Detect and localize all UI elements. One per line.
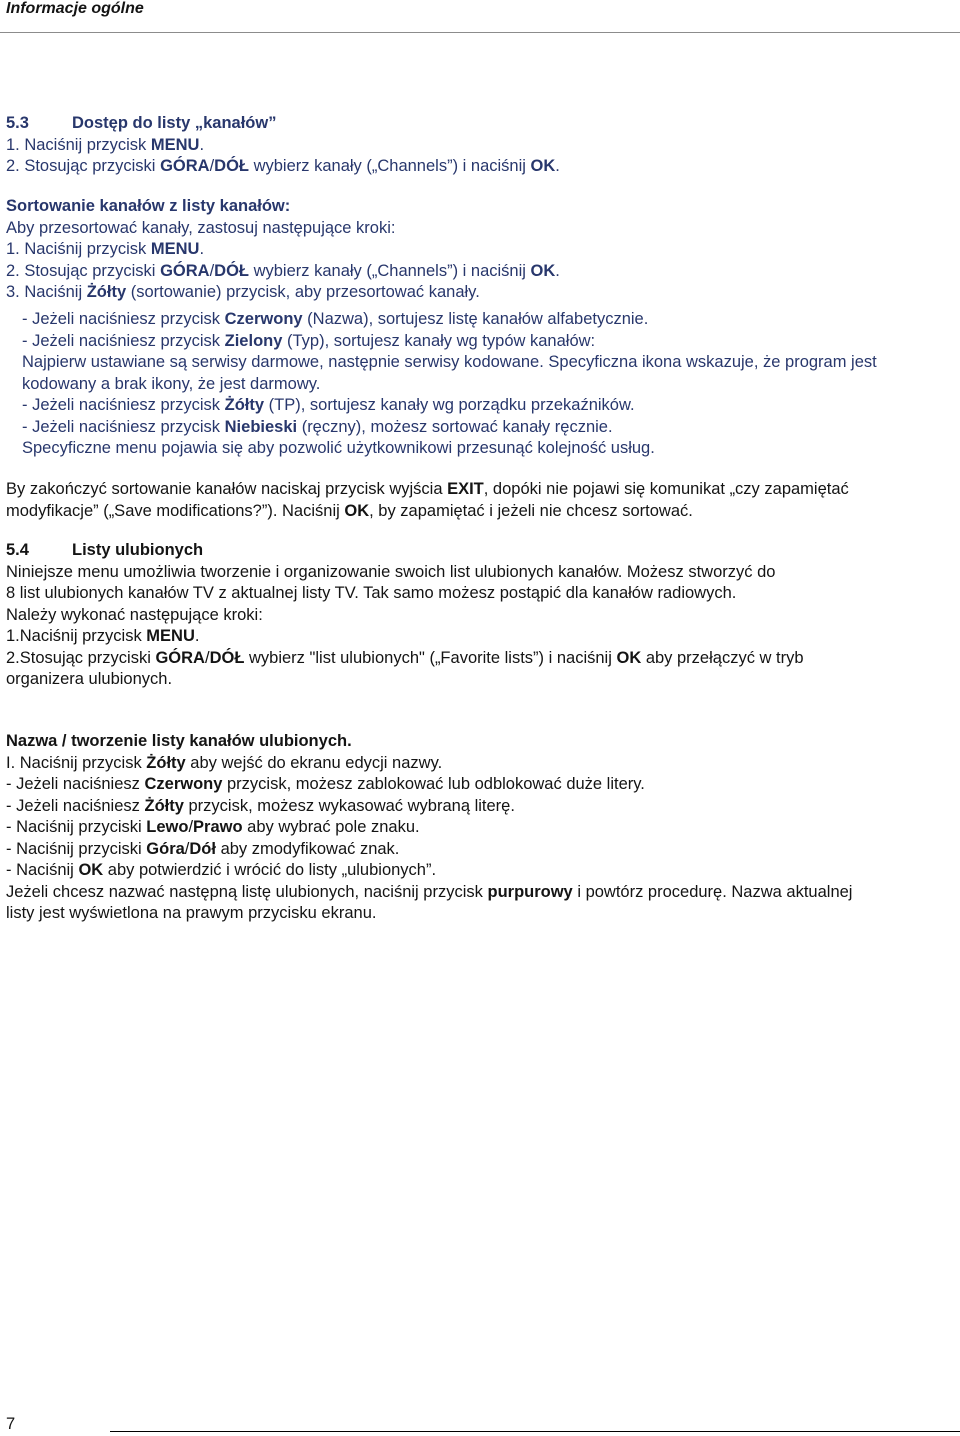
text-segment: / bbox=[188, 818, 194, 836]
text-line bbox=[6, 239, 560, 261]
bold-text: GÓRA bbox=[160, 261, 210, 280]
text-line bbox=[6, 501, 849, 523]
text-line bbox=[6, 583, 804, 605]
text-segment: 1. Naciśnij przycisk bbox=[6, 240, 151, 258]
text-line bbox=[6, 156, 560, 178]
bold-text: GÓRA bbox=[155, 648, 205, 667]
text-line bbox=[6, 479, 849, 501]
text-segment: - Jeżeli naciśniesz przycisk bbox=[22, 310, 225, 328]
text-segment: (Typ), sortujesz kanały wg typów kanałów: bbox=[282, 331, 596, 350]
section-number: 5.3 bbox=[6, 114, 29, 132]
text-segment: 8 list ulubionych kanałów TV z aktualnej listy TV. Tak samo możesz postąpić dla kanałów radiowych. bbox=[6, 584, 737, 602]
text-segment: - Jeżeli naciśniesz bbox=[6, 796, 145, 815]
text-segment: . bbox=[199, 135, 205, 154]
footer-rule bbox=[110, 1431, 960, 1432]
text-line bbox=[6, 669, 804, 691]
text-segment: Jeżeli chcesz nazwać następną listę ulubionych, naciśnij przycisk bbox=[6, 882, 488, 901]
bold-text: DÓŁ bbox=[214, 261, 249, 280]
text-segment: Specyficzne menu pojawia się aby pozwolić użytkownikowi przesunąć kolejność usług. bbox=[22, 439, 655, 457]
bold-text: Niebieski bbox=[224, 417, 298, 436]
section-body bbox=[6, 135, 560, 178]
text-line bbox=[6, 282, 560, 304]
text-segment: przycisk, możesz wykasować wybraną literę. bbox=[183, 796, 515, 815]
text-segment: . bbox=[555, 157, 560, 175]
bold-text: Czerwony bbox=[144, 775, 223, 793]
bold-text: OK bbox=[530, 261, 556, 280]
text-segment: / bbox=[209, 261, 215, 280]
text-segment: wybierz kanały („Channels”) i naciśnij bbox=[249, 261, 531, 280]
page-header-title: Informacje ogólne bbox=[6, 0, 144, 17]
text-segment: I. Naciśnij przycisk bbox=[6, 753, 147, 772]
text-line bbox=[22, 438, 877, 460]
header-rule bbox=[0, 32, 960, 33]
text-segment: (Nazwa), sortujesz listę kanałów alfabetycznie. bbox=[302, 310, 649, 328]
bold-text: DÓŁ bbox=[214, 157, 249, 175]
text-segment: 1.Naciśnij przycisk bbox=[6, 627, 147, 645]
text-line bbox=[22, 309, 877, 331]
section-body bbox=[6, 562, 804, 691]
text-segment: / bbox=[184, 839, 190, 858]
subsection-heading: Sortowanie kanałów z listy kanałów: bbox=[6, 197, 291, 215]
section-number: 5.4 bbox=[6, 541, 29, 559]
bold-text: purpurowy bbox=[487, 882, 573, 901]
text-segment: . bbox=[555, 261, 560, 280]
bold-text: OK bbox=[616, 648, 642, 667]
text-segment: aby wejść do ekranu edycji nazwy. bbox=[185, 753, 443, 772]
bold-text: EXIT bbox=[447, 480, 484, 498]
section-heading bbox=[6, 113, 560, 135]
bold-text: DÓŁ bbox=[209, 648, 245, 667]
page-number: 7 bbox=[6, 1415, 16, 1433]
section-5-4 bbox=[6, 540, 804, 691]
text-segment: kodowany a brak ikony, że jest darmowy. bbox=[22, 374, 321, 393]
sorting-instructions bbox=[6, 196, 560, 304]
text-segment: / bbox=[204, 648, 210, 667]
text-segment: organizera ulubionych. bbox=[6, 670, 173, 688]
text-line bbox=[22, 417, 877, 439]
sorting-steps bbox=[6, 218, 560, 304]
naming-instructions bbox=[6, 731, 852, 925]
bold-text: Prawo bbox=[193, 818, 243, 836]
text-segment: . bbox=[199, 240, 205, 258]
sorting-options bbox=[22, 309, 877, 460]
text-line bbox=[6, 626, 804, 648]
text-segment: Aby przesortować kanały, zastosuj następujące kroki: bbox=[6, 218, 396, 237]
bold-text: Lewo bbox=[146, 818, 189, 836]
text-segment: (TP), sortujesz kanały wg porządku przekaźników. bbox=[264, 396, 635, 414]
bold-text: Żółty bbox=[224, 396, 265, 414]
text-segment: wybierz kanały („Channels”) i naciśnij bbox=[249, 157, 531, 175]
text-segment: wybierz "list ulubionych" („Favorite lists”) i naciśnij bbox=[244, 648, 617, 667]
text-line bbox=[6, 817, 852, 839]
bold-text: Dół bbox=[189, 839, 216, 858]
text-line bbox=[6, 261, 560, 283]
bold-text: Zielony bbox=[224, 331, 283, 350]
bold-text: MENU bbox=[150, 135, 200, 154]
bold-text: MENU bbox=[146, 627, 195, 645]
naming-steps bbox=[6, 753, 852, 925]
text-segment: , by zapamiętać i jeżeli nie chcesz sortować. bbox=[369, 501, 693, 520]
text-segment: aby potwierdzić i wrócić do listy „ulubionych”. bbox=[103, 861, 437, 879]
text-line bbox=[6, 796, 852, 818]
subsection-heading: Nazwa / tworzenie listy kanałów ulubionych. bbox=[6, 732, 352, 750]
text-segment: (ręczny), możesz sortować kanały ręcznie. bbox=[297, 417, 613, 436]
text-line bbox=[6, 605, 804, 627]
text-segment: aby wybrać pole znaku. bbox=[242, 818, 420, 836]
sorting-options-list bbox=[22, 309, 877, 460]
text-segment: (sortowanie) przycisk, aby przesortować kanały. bbox=[126, 283, 480, 301]
text-line bbox=[6, 903, 852, 925]
text-segment: - Naciśnij przyciski bbox=[6, 818, 147, 836]
text-segment: - Naciśnij przyciski bbox=[6, 839, 147, 858]
bold-text: Góra bbox=[146, 839, 185, 858]
text-line bbox=[22, 374, 877, 396]
section-title: Listy ulubionych bbox=[72, 541, 204, 559]
text-line bbox=[6, 839, 852, 861]
bold-text: OK bbox=[78, 861, 104, 879]
text-segment: 2. Stosując przyciski bbox=[6, 261, 161, 280]
bold-text: GÓRA bbox=[160, 157, 210, 175]
exit-note-text bbox=[6, 479, 849, 522]
text-segment: 2. Stosując przyciski bbox=[6, 157, 161, 175]
section-title: Dostęp do listy „kanałów” bbox=[72, 114, 277, 132]
text-line bbox=[6, 135, 560, 157]
bold-text: Żółty bbox=[146, 753, 186, 772]
text-segment: , dopóki nie pojawi się komunikat „czy zapamiętać bbox=[483, 480, 849, 498]
text-segment: i powtórz procedurę. Nazwa aktualnej bbox=[572, 882, 853, 901]
text-line bbox=[22, 395, 877, 417]
text-segment: By zakończyć sortowanie kanałów naciskaj przycisk wyjścia bbox=[6, 480, 448, 498]
text-segment: 3. Naciśnij bbox=[6, 283, 87, 301]
text-segment: . bbox=[194, 627, 200, 645]
bold-text: Czerwony bbox=[224, 310, 303, 328]
text-line bbox=[6, 218, 560, 240]
text-segment: - Jeżeli naciśniesz bbox=[6, 775, 145, 793]
bold-text: OK bbox=[344, 501, 370, 520]
text-line bbox=[6, 774, 852, 796]
bold-text: Żółty bbox=[86, 283, 127, 301]
text-segment: Należy wykonać następujące kroki: bbox=[6, 605, 263, 624]
text-line bbox=[6, 648, 804, 670]
text-line bbox=[6, 860, 852, 882]
text-segment: Niniejsze menu umożliwia tworzenie i organizowanie swoich list ulubionych kanałów. Możesz stworzyć do bbox=[6, 562, 776, 581]
section-heading bbox=[6, 540, 804, 562]
text-segment: - Jeżeli naciśniesz przycisk bbox=[22, 396, 225, 414]
bold-text: OK bbox=[530, 157, 556, 175]
text-line bbox=[22, 331, 877, 353]
text-segment: aby zmodyfikować znak. bbox=[215, 839, 400, 858]
text-segment: - Jeżeli naciśniesz przycisk bbox=[22, 331, 225, 350]
text-segment: 1. Naciśnij przycisk bbox=[6, 135, 151, 154]
text-segment: przycisk, możesz zablokować lub odblokować duże litery. bbox=[222, 775, 645, 793]
bold-text: MENU bbox=[150, 240, 200, 258]
text-line bbox=[6, 562, 804, 584]
bold-text: Żółty bbox=[144, 796, 184, 815]
exit-note bbox=[6, 479, 849, 522]
text-segment: - Naciśnij bbox=[6, 861, 79, 879]
text-segment: modyfikacje” („Save modifications?”). Naciśnij bbox=[6, 501, 345, 520]
section-5-3 bbox=[6, 113, 560, 178]
text-segment: / bbox=[209, 157, 215, 175]
text-segment: - Jeżeli naciśniesz przycisk bbox=[22, 417, 225, 436]
text-segment: 2.Stosując przyciski bbox=[6, 648, 156, 667]
text-line bbox=[6, 753, 852, 775]
text-line bbox=[22, 352, 877, 374]
text-segment: aby przełączyć w tryb bbox=[641, 648, 804, 667]
text-segment: Najpierw ustawiane są serwisy darmowe, następnie serwisy kodowane. Specyficzna ikona wskazuje, że program jest bbox=[22, 353, 877, 371]
text-line bbox=[6, 882, 852, 904]
text-segment: listy jest wyświetlona na prawym przycisku ekranu. bbox=[6, 904, 377, 922]
